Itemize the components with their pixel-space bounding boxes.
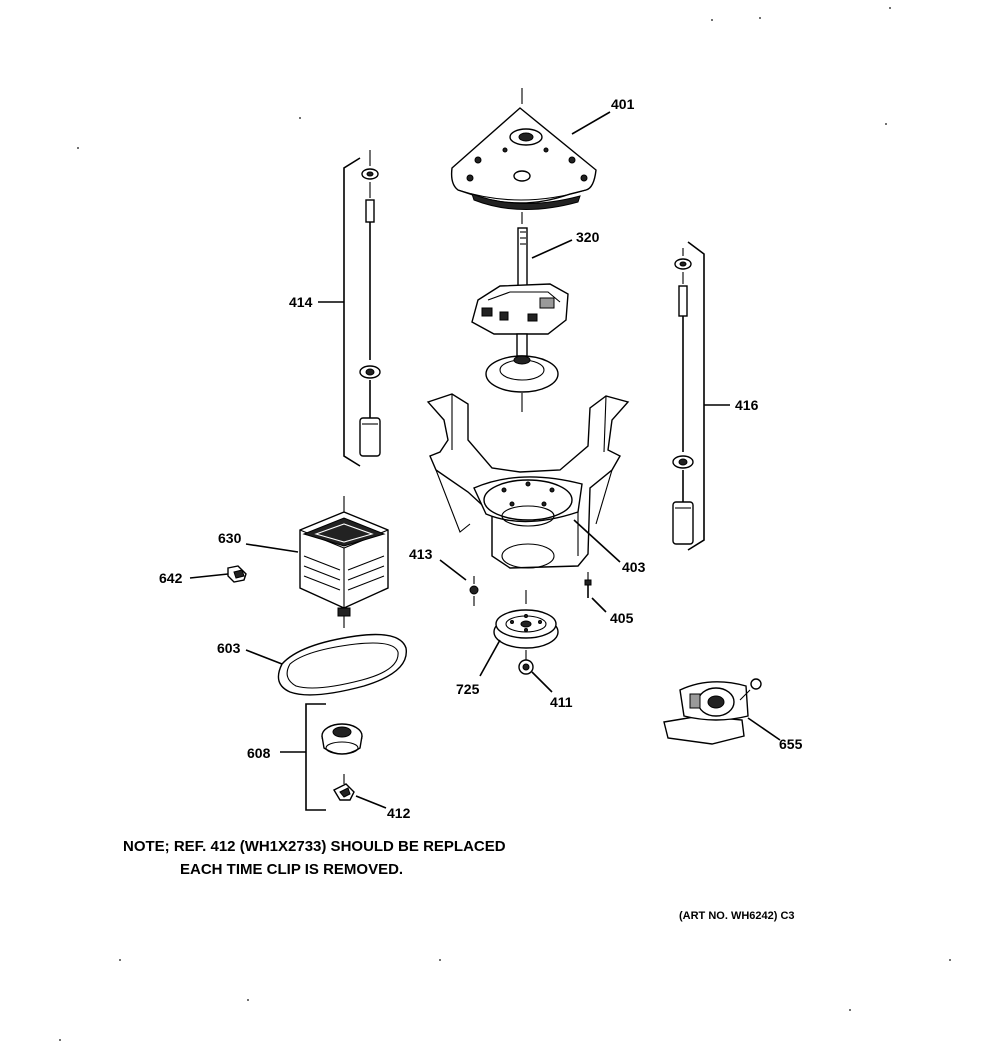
note-line-2: EACH TIME CLIP IS REMOVED. [180, 861, 404, 878]
part-label-403: 403 [622, 559, 646, 575]
belt-603 [246, 635, 406, 695]
clip-642 [190, 566, 246, 582]
platform-403 [428, 394, 628, 568]
part-label-608: 608 [247, 745, 271, 761]
part-label-603: 603 [217, 640, 241, 656]
part-label-401: 401 [611, 96, 635, 112]
part-label-642: 642 [159, 570, 183, 586]
part-label-630: 630 [218, 530, 242, 546]
art-number: (ART NO. WH6242) C3 [679, 910, 795, 922]
part-label-414: 414 [289, 294, 313, 310]
part-label-411: 411 [550, 694, 573, 710]
suspension-rod-416 [673, 242, 730, 550]
part-label-412: 412 [387, 805, 411, 821]
part-label-725: 725 [456, 681, 480, 697]
pulley-725 [480, 590, 558, 676]
transmission-320 [472, 228, 572, 412]
clip-412 [334, 774, 386, 808]
motor-630 [246, 496, 388, 628]
note-line-1: NOTE; REF. 412 (WH1X2733) SHOULD BE REPLACED [123, 838, 506, 855]
pump-655 [664, 679, 780, 744]
nut-413 [440, 560, 478, 606]
part-label-413: 413 [409, 546, 433, 562]
part-label-405: 405 [610, 610, 634, 626]
screw-405 [585, 572, 606, 612]
suspension-rod-414 [318, 150, 380, 466]
nut-411 [519, 650, 552, 692]
cover-plate-401 [452, 88, 610, 224]
part-label-416: 416 [735, 397, 759, 413]
part-label-320: 320 [576, 229, 600, 245]
part-label-655: 655 [779, 736, 803, 752]
